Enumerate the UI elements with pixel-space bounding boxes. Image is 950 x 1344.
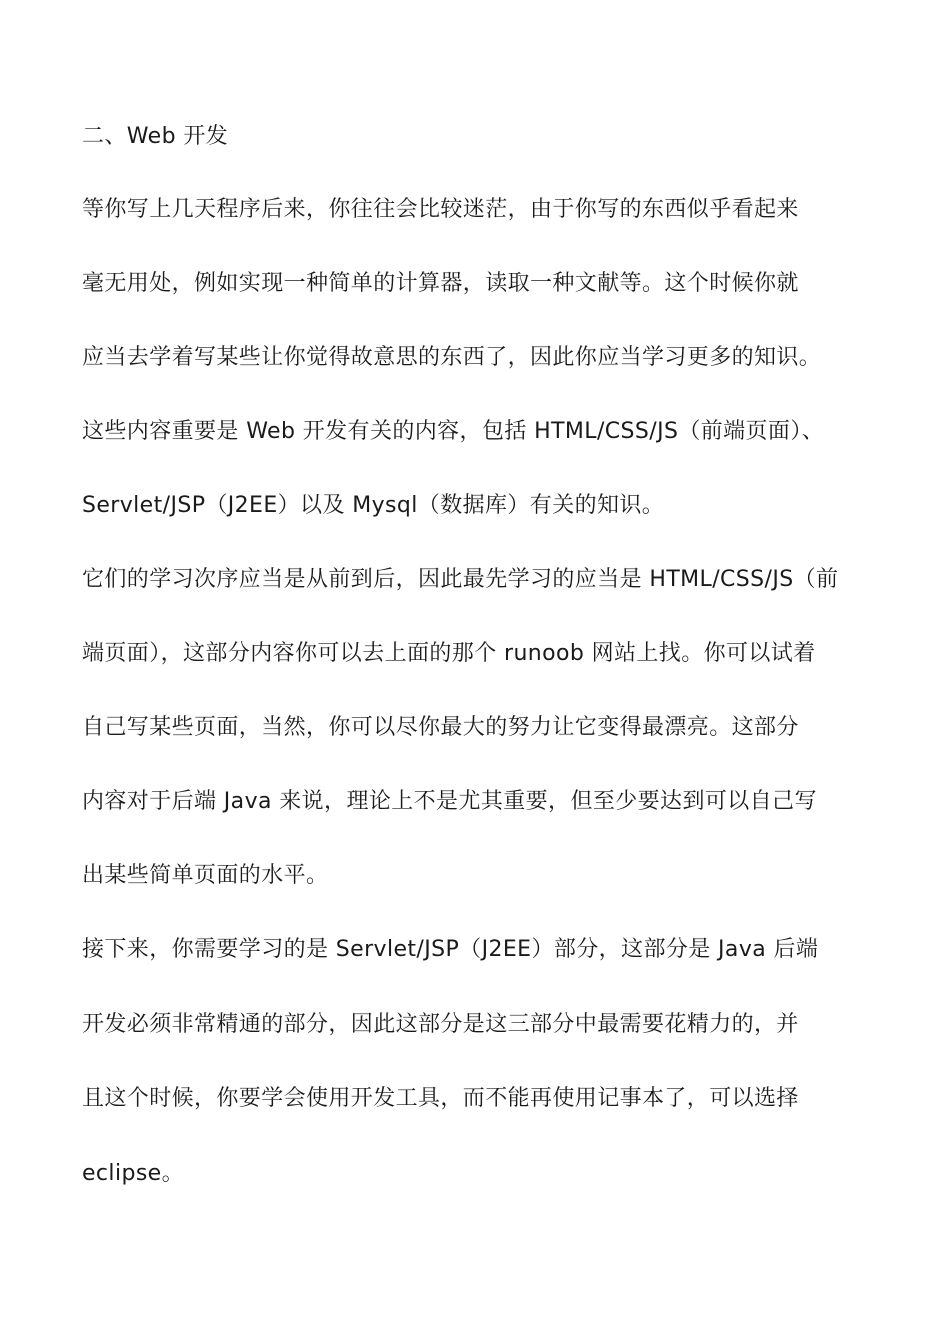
section-heading: 二、Web 开发 <box>82 124 229 149</box>
paragraph-line: 开发必须非常精通的部分，因此这部分是这三部分中最需要花精力的，并 <box>82 1012 799 1037</box>
paragraph-line: 内容对于后端 Java 来说，理论上不是尤其重要，但至少要达到可以自己写 <box>82 789 817 814</box>
paragraph-line: 它们的学习次序应当是从前到后，因此最先学习的应当是 HTML/CSS/JS（前 <box>82 567 839 592</box>
paragraph-line: 接下来，你需要学习的是 Servlet/JSP（J2EE）部分，这部分是 Java 后端 <box>82 937 819 962</box>
paragraph-line: 毫无用处，例如实现一种简单的计算器，读取一种文献等。这个时候你就 <box>82 271 799 296</box>
paragraph-line: 应当去学着写某些让你觉得故意思的东西了，因此你应当学习更多的知识。 <box>82 345 822 370</box>
paragraph-line: 这些内容重要是 Web 开发有关的内容，包括 HTML/CSS/JS（前端页面）、 <box>82 419 825 444</box>
paragraph-line: 等你写上几天程序后来，你往往会比较迷茫，由于你写的东西似乎看起来 <box>82 197 799 222</box>
paragraph-line: Servlet/JSP（J2EE）以及 Mysql（数据库）有关的知识。 <box>82 493 665 518</box>
paragraph-line: 端页面），这部分内容你可以去上面的那个 runoob 网站上找。你可以试着 <box>82 641 816 666</box>
paragraph-line: 出某些简单页面的水平。 <box>82 863 329 888</box>
paragraph-line: 且这个时候，你要学会使用开发工具，而不能再使用记事本了，可以选择 <box>82 1086 799 1111</box>
paragraph-line: 自己写某些页面，当然，你可以尽你最大的努力让它变得最漂亮。这部分 <box>82 715 799 740</box>
paragraph-line: eclipse。 <box>82 1161 185 1186</box>
